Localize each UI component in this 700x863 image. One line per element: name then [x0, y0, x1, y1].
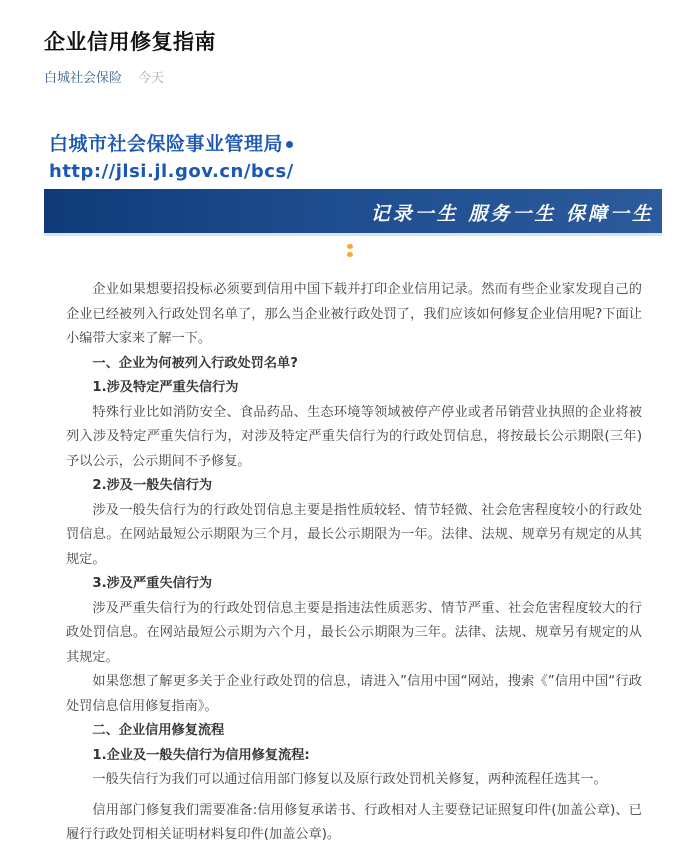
- section-2-1-paragraph: 一般失信行为我们可以通过信用部门修复以及原行政处罚机关修复，两种流程任选其一。: [92, 772, 607, 787]
- article-meta: [44, 67, 164, 86]
- header-banner-image: [44, 113, 662, 239]
- intro-paragraph: 企业如果想要招投标必须要到信用中国下载并打印企业信用记录。然而有些企业家发现自己的企业已经被列入行政处罚名单了，那么当企业被行政处罚了，我们应该如何修复企业信用呢?下面让小编带大家来了解一下。: [66, 282, 642, 346]
- section-1-1-paragraph: 特殊行业比如消防安全、食品药品、生态环境等领域被停产停业或者吊销营业执照的企业将被列入涉及特定严重失信行为，对涉及特定严重失信行为的行政处罚信息，将按最长公示期限(三年)予以公示，公示期间不予修复。: [66, 404, 642, 469]
- banner-org-name: 白城市社会保险事业管理局: [49, 129, 293, 156]
- banner-slogan: 记录一生 服务一生 保障一生: [370, 203, 654, 225]
- article-title: 企业信用修复指南: [44, 30, 216, 54]
- section-2-1-heading: 1.企业及一般失信行为信用修复流程:: [92, 747, 310, 763]
- article-body: [66, 278, 642, 848]
- banner-dot-icon: [286, 141, 293, 148]
- section-1-2-paragraph: 涉及一般失信行为的行政处罚信息主要是指性质较轻、情节轻微、社会危害程度较小的行政处罚信息。在网站最短公示期限为三个月，最长公示期限为一年。法律、法规、规章另有规定的从其规定。: [66, 502, 642, 567]
- banner-band: [44, 189, 662, 233]
- section-1-1-heading: 1.涉及特定严重失信行为: [92, 380, 239, 395]
- section-1-2-heading: 2.涉及一般失信行为: [92, 478, 213, 493]
- section-1-3-heading: 3.涉及严重失信行为: [92, 576, 213, 591]
- dot-separator-icon: [346, 244, 354, 258]
- publish-date: 今天: [138, 71, 165, 86]
- section-1-3-paragraph: 涉及严重失信行为的行政处罚信息主要是指违法性质恶劣、情节严重、社会危害程度较大的行政处罚信息。在网站最短公示期为六个月，最长公示期限为三年。法律、法规、规章另有规定的从其规定。: [66, 600, 642, 665]
- section-2-1-prep-paragraph: 信用部门修复我们需要准备:信用修复承诺书、行政相对人主要登记证照复印件(加盖公章)、已履行行政处罚相关证明材料复印件(加盖公章)。: [66, 802, 642, 842]
- author-link[interactable]: 白城社会保险: [44, 71, 123, 86]
- section-2-heading: 二、企业信用修复流程: [92, 723, 225, 738]
- section-1-heading: 一、企业为何被列入行政处罚名单?: [92, 355, 298, 371]
- more-info-paragraph: 如果您想了解更多关于企业行政处罚的信息，请进入”信用中国“网站，搜索《”信用中国“行政处罚信息信用修复指南》。: [66, 674, 642, 714]
- banner-underline: [44, 233, 662, 236]
- banner-url: http://jlsi.jl.gov.cn/bcs/: [49, 161, 294, 182]
